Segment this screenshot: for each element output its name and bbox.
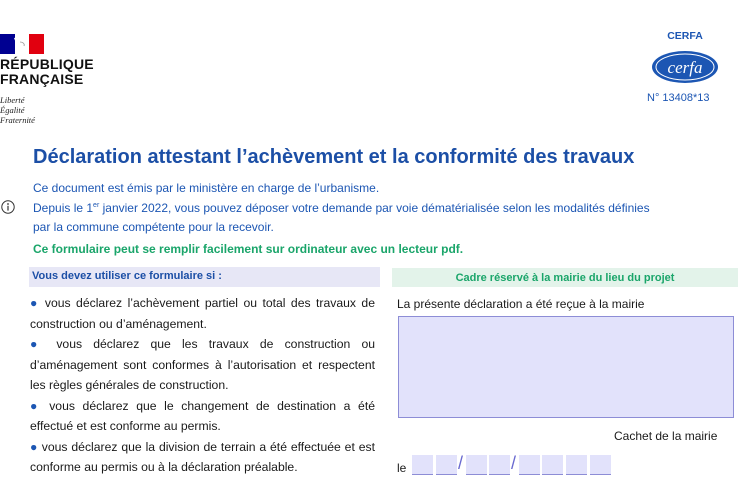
intro-line-1: Ce document est émis par le ministère en charge de l’urbanisme. xyxy=(33,181,380,195)
motto-liberte: Liberté xyxy=(0,95,25,105)
bullet-icon: ● xyxy=(30,296,40,310)
date-year-digit-2[interactable] xyxy=(542,455,563,475)
mairie-heading: Cadre réservé à la mairie du lieu du projet xyxy=(455,272,675,284)
cerfa-logo-text: cerfa xyxy=(667,58,703,77)
received-label: La présente déclaration a été reçue à la mairie xyxy=(397,297,645,311)
cerfa-label: CERFA xyxy=(667,30,703,42)
bullet-icon: ● xyxy=(30,337,46,351)
cerfa-logo xyxy=(651,50,719,84)
cerfa-number: N° 13408*13 xyxy=(647,92,710,104)
list-item xyxy=(30,293,375,334)
usage-heading: Vous devez utiliser ce formulaire si : xyxy=(32,270,222,282)
intro-line-2 xyxy=(33,201,650,215)
motto-egalite: Égalité xyxy=(0,105,25,115)
date-month-digit-2[interactable] xyxy=(489,455,510,475)
date-year-digit-4[interactable] xyxy=(590,455,611,475)
date-day-digit-2[interactable] xyxy=(436,455,457,475)
list-item xyxy=(30,396,375,437)
usage-list xyxy=(30,293,375,478)
page-title: Déclaration attestant l’achèvement et la conformité des travaux xyxy=(33,146,635,168)
info-icon xyxy=(1,200,15,214)
bullet-icon: ● xyxy=(30,398,42,413)
intro-line-2-end: janvier 2022, vous pouvez déposer votre demande par voie dématérialisée selon les modalités définies xyxy=(99,201,650,215)
intro-line-2-sup: er xyxy=(93,202,100,209)
green-note: Ce formulaire peut se remplir facilement sur ordinateur avec un lecteur pdf. xyxy=(33,242,464,256)
republic-line-1: RÉPUBLIQUE xyxy=(0,56,94,72)
republic-line-2: FRANÇAISE xyxy=(0,71,84,87)
stamp-label: Cachet de la mairie xyxy=(614,429,718,443)
motto-fraternite: Fraternité xyxy=(0,115,35,125)
mairie-stamp-field[interactable] xyxy=(398,316,734,418)
republic-name xyxy=(0,57,94,87)
list-item xyxy=(30,334,375,396)
date-year-digit-3[interactable] xyxy=(566,455,587,475)
mairie-heading-bar xyxy=(392,268,738,287)
date-separator: / xyxy=(458,453,464,473)
french-flag-logo xyxy=(0,34,44,54)
date-label: le xyxy=(397,461,407,475)
date-separator: / xyxy=(511,453,517,473)
date-day-digit-1[interactable] xyxy=(412,455,433,475)
usage-heading-bar xyxy=(29,267,380,287)
date-year-digit-1[interactable] xyxy=(519,455,540,475)
list-item xyxy=(30,437,375,478)
list-item-text: vous déclarez l’achèvement partiel ou total des travaux de construction ou d’aménagement. xyxy=(30,296,375,331)
intro-line-2-start: Depuis le 1 xyxy=(33,201,94,215)
date-month-digit-1[interactable] xyxy=(466,455,487,475)
list-item-text: vous déclarez que le changement de destination a été effectué et est conforme au permis. xyxy=(30,398,375,433)
list-item-text: vous déclarez que les travaux de construction ou d’aménagement sont conformes à l’autorisation et respectent les règles générales de construction. xyxy=(30,337,375,392)
intro-line-3: par la commune compétente pour la recevoir. xyxy=(33,220,274,234)
list-item-text: vous déclarez que la division de terrain a été effectuée et est conforme au permis ou à la déclaration préalable. xyxy=(30,439,375,474)
bullet-icon: ● xyxy=(30,439,38,454)
republic-motto xyxy=(0,95,35,125)
